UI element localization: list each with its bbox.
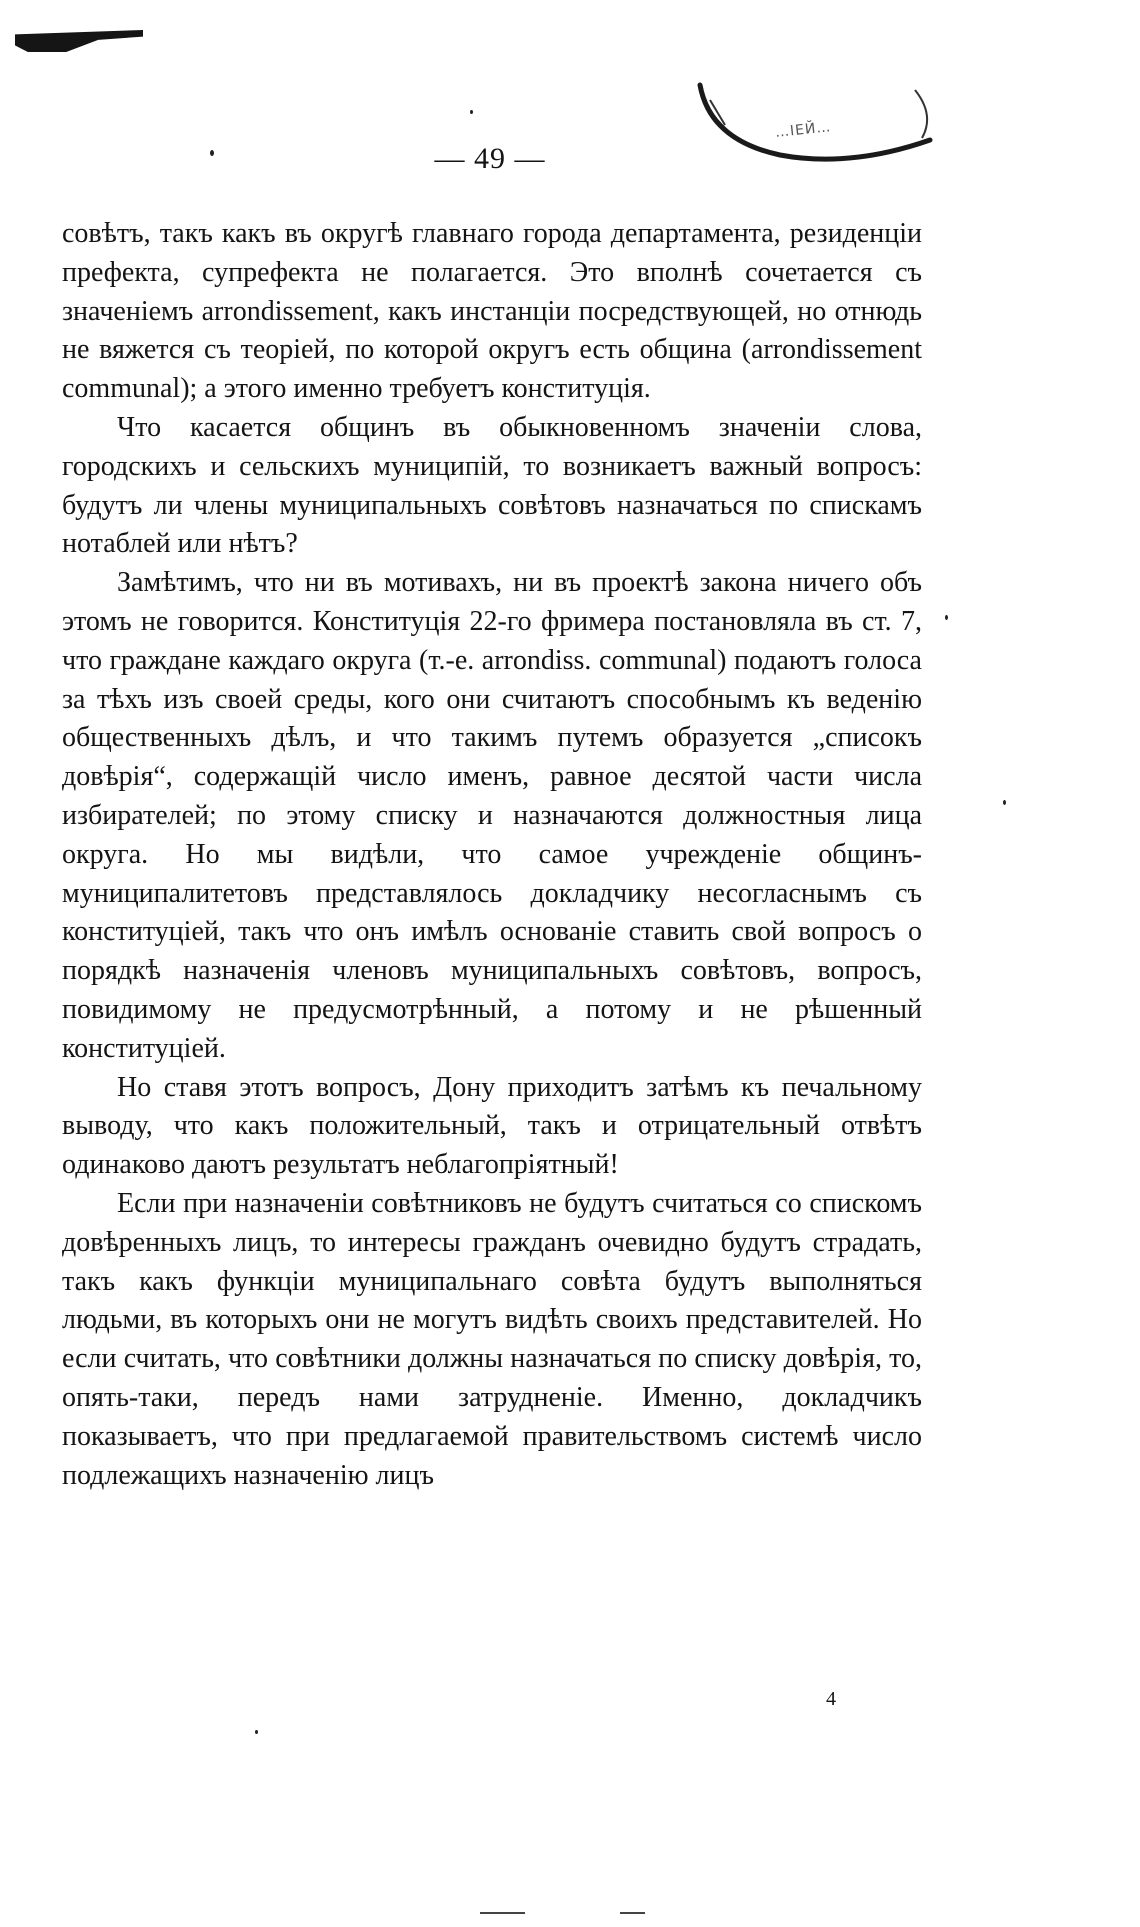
paragraph: совѣтъ, такъ какъ въ округѣ главнаго города департамента, резиденціи префекта, супрефекта не полагается. Это вполнѣ сочетается съ значеніемъ arrondissement, какъ инстанціи посредствующей, но отнюдь не вяжется съ теоріей, по которой округъ есть община (arrondissement communal); а этого именно требуетъ конституція. bbox=[62, 218, 922, 405]
scan-speck bbox=[210, 150, 214, 156]
scan-speck bbox=[1003, 800, 1006, 805]
body-text bbox=[62, 215, 922, 1495]
page-number: — 49 — bbox=[434, 142, 546, 175]
stamp-text: …ІЕЙ… bbox=[774, 119, 833, 141]
ink-blot bbox=[15, 30, 143, 52]
scan-speck bbox=[470, 110, 473, 114]
scan-edge-mark bbox=[480, 1912, 525, 1914]
scan-speck bbox=[945, 615, 948, 620]
paragraph: Что касается общинъ въ обыкновенномъ значеніи слова, городскихъ и сельскихъ муниципій, то возникаетъ важный вопросъ: будутъ ли члены муниципальныхъ совѣтовъ назначаться по спискамъ нотаблей или нѣтъ? bbox=[62, 411, 922, 560]
scan-speck bbox=[255, 1730, 258, 1734]
paragraph: Если при назначеніи совѣтниковъ не будутъ считаться со спискомъ довѣренныхъ лицъ, то интересы гражданъ очевидно будутъ страдать, такъ какъ функціи муниципальнаго совѣта будутъ выполняться людьми, въ которыхъ они не могутъ видѣть своихъ представителей. Но если считать, что совѣтники должны назначаться по списку довѣрія, то, опять-таки, передъ нами затрудненіе. Именно, докладчикъ показываетъ, что при предлагаемой правительствомъ системѣ число подлежащихъ назначенію лицъ bbox=[62, 1187, 922, 1491]
scan-edge-mark bbox=[620, 1912, 645, 1914]
paragraph: Но ставя этотъ вопросъ, Дону приходитъ затѣмъ къ печальному выводу, что какъ положительный, такъ и отрицательный отвѣтъ одинаково даютъ результатъ неблагопріятный! bbox=[62, 1071, 922, 1181]
signature-mark: 4 bbox=[826, 1688, 836, 1710]
paragraph: Замѣтимъ, что ни въ мотивахъ, ни въ проектѣ закона ничего объ этомъ не говорится. Конституція 22-го фримера постановляла въ ст. 7, что граждане каждаго округа (т.-е. arrondiss. communal) подаютъ голоса за тѣхъ изъ своей среды, кого они считаютъ способнымъ къ веденію общественныхъ дѣлъ, и что такимъ путемъ образуется „списокъ довѣрія“, содержащій число именъ, равное десятой части числа избирателей; по этому списку и назначаются должностныя лица округа. Но мы видѣли, что самое учрежденіе общинъ-муниципалитетовъ представлялось докладчику несогласнымъ съ конституціей, такъ что онъ имѣлъ основаніе ставить свой вопросъ о порядкѣ назначенія членовъ муниципальныхъ совѣтовъ, вопросъ, повидимому не предусмотрѣнный, а потому и не рѣшенный конституціей. bbox=[62, 567, 922, 1064]
